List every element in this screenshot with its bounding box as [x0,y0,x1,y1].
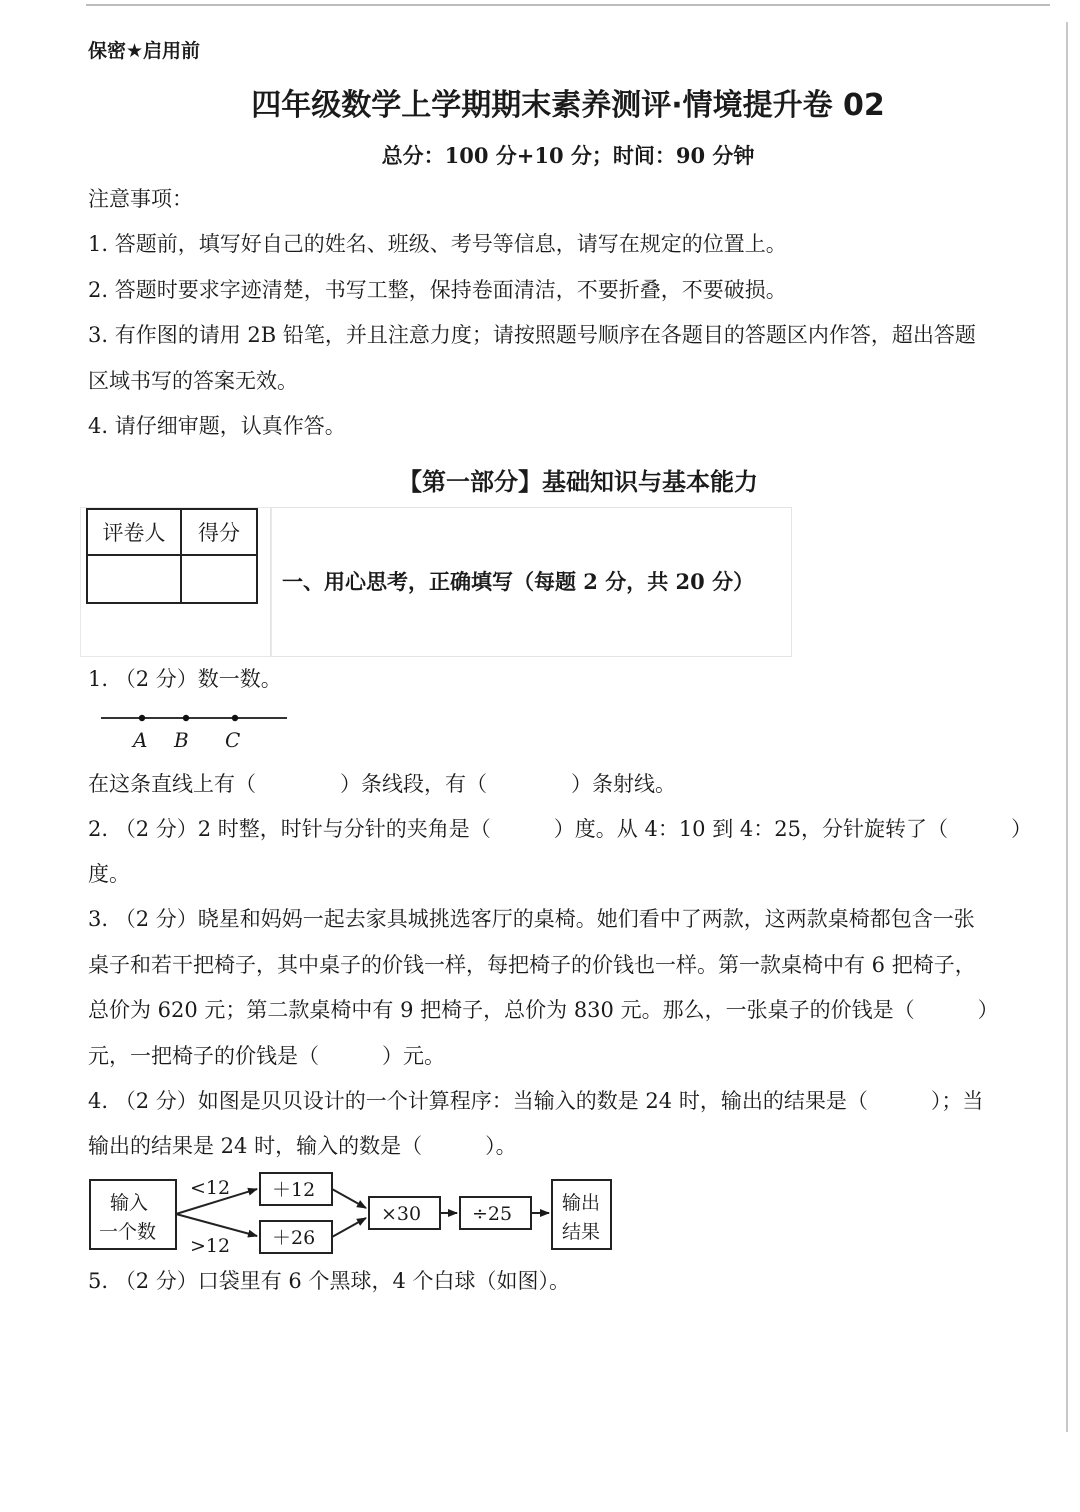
exam-title: 四年级数学上学期期末素养测评·情境提升卷 02 [251,88,885,123]
note-item: 1. 答题前，填写好自己的姓名、班级、考号等信息，请写在规定的位置上。 [88,232,787,256]
arrow-join-1 [332,1189,366,1208]
arrow-join-2 [332,1218,366,1237]
div25-text: ÷25 [472,1203,513,1225]
plus12-text: ＋12 [272,1179,316,1201]
q1-stem: 1. （2 分）数一数。 [88,667,282,691]
q3-line: 元，一把椅子的价钱是（ ）元。 [88,1044,445,1068]
point-label-b: B [174,728,189,752]
greater-label: >12 [190,1235,231,1257]
q3-line: 总价为 620 元；第二款桌椅中有 9 把椅子，总价为 830 元。那么，一张桌子的价钱是（ ） [88,998,999,1022]
q1-text: 在这条直线上有（ ）条线段，有（ ）条射线。 [88,772,676,796]
q4-line: 输出的结果是 24 时，输入的数是（ ）。 [88,1134,517,1158]
q3-line: 桌子和若干把椅子，其中桌子的价钱一样，每把椅子的价钱也一样。第一款桌椅中有 6 把椅子， [88,953,976,977]
section-title: 【第一部分】基础知识与基本能力 [398,468,758,496]
note-item: 2. 答题时要求字迹清楚，书写工整，保持卷面清洁，不要折叠，不要破损。 [88,278,787,302]
exam-subtitle: 总分：100 分+10 分；时间：90 分钟 [381,143,755,168]
point-label-a: A [133,728,148,752]
input-text-1: 输入 [110,1192,149,1214]
output-text-2: 结果 [562,1221,601,1243]
note-item: 4. 请仔细审题，认真作答。 [88,414,346,438]
less-label: <12 [190,1177,231,1199]
point-label-c: C [225,728,241,752]
question-heading: 一、用心思考，正确填写（每题 2 分，共 20 分） [282,569,755,594]
output-text-1: 输出 [562,1192,601,1214]
note-item: 3. 有作图的请用 2B 铅笔，并且注意力度；请按照题号顺序在各题目的答题区内作答，超出答题 [88,323,976,347]
q2-line: 度。 [88,862,130,886]
q2-line: 2. （2 分）2 时整，时针与分针的夹角是（ ）度。从 4：10 到 4：25，分针旋转了（ ） [88,817,1032,841]
note-item: 区域书写的答案无效。 [88,369,298,393]
input-text-2: 一个数 [99,1221,157,1243]
arrow-greater [176,1214,257,1236]
q3-line: 3. （2 分）晓星和妈妈一起去家具城挑选客厅的桌椅。她们看中了两款，这两款桌椅都包含一张 [88,907,975,931]
times30-text: ×30 [381,1203,422,1225]
grader-label: 评卷人 [87,509,181,555]
q5-line: 5. （2 分）口袋里有 6 个黑球，4 个白球（如图）。 [88,1269,570,1293]
q4-line: 4. （2 分）如图是贝贝设计的一个计算程序：当输入的数是 24 时，输出的结果是（ ）；当 [88,1089,984,1113]
score-label: 得分 [181,509,257,555]
confidential-label: 保密★启用前 [88,40,201,62]
plus26-text: ＋26 [272,1227,316,1249]
notes-heading: 注意事项： [88,187,193,211]
